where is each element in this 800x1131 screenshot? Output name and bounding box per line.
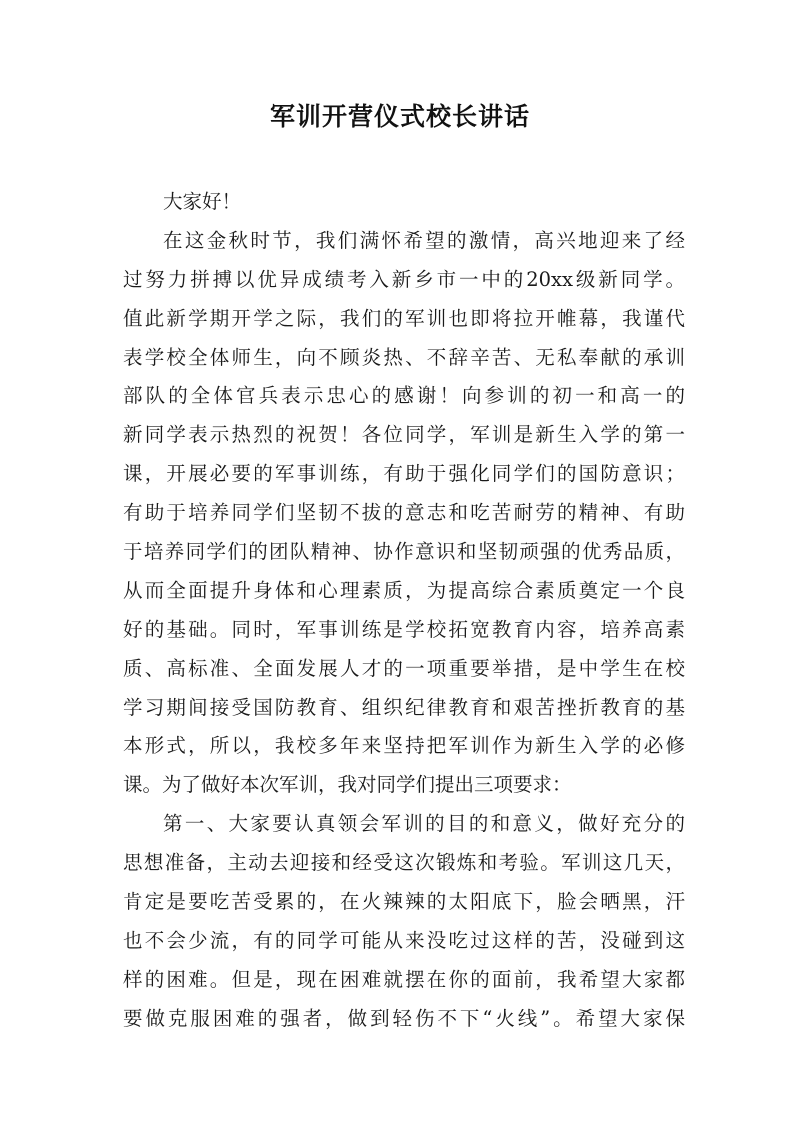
- body-line: 新同学表示热烈的祝贺！各位同学，军训是新生入学的第一: [123, 423, 685, 447]
- body-line: 学习期间接受国防教育、组织纪律教育和艰苦挫折教育的基: [123, 695, 685, 719]
- body-line: 从而全面提升身体和心理素质，为提高综合素质奠定一个良: [123, 578, 685, 602]
- body-line: 本形式，所以，我校多年来坚持把军训作为新生入学的必修: [123, 734, 685, 758]
- document-body: [123, 183, 685, 1039]
- body-line: 也不会少流，有的同学可能从来没吃过这样的苦，没碰到这: [123, 928, 685, 952]
- body-line: 肯定是要吃苦受累的，在火辣辣的太阳底下，脸会晒黑，汗: [123, 890, 685, 914]
- body-line: 在这金秋时节，我们满怀希望的激情，高兴地迎来了经: [163, 228, 685, 252]
- body-line: 过努力拼搏以优异成绩考入新乡市一中的20xx级新同学。: [123, 267, 685, 291]
- body-line: 于培养同学们的团队精神、协作意识和坚韧顽强的优秀品质，: [123, 540, 685, 564]
- body-line: 值此新学期开学之际，我们的军训也即将拉开帷幕，我谨代: [123, 306, 685, 330]
- body-line: 部队的全体官兵表示忠心的感谢！向参训的初一和高一的: [123, 384, 685, 408]
- body-line: 要做克服困难的强者，做到轻伤不下“火线”。希望大家保: [123, 1006, 685, 1030]
- body-line: 课，开展必要的军事训练，有助于强化同学们的国防意识；: [123, 462, 685, 486]
- body-line: 课。为了做好本次军训，我对同学们提出三项要求：: [123, 773, 572, 797]
- document-title: 军训开营仪式校长讲话: [269, 102, 530, 131]
- body-line: 大家好！: [163, 190, 242, 213]
- body-line: 第一、大家要认真领会军训的目的和意义，做好充分的: [163, 812, 685, 836]
- body-line: 样的困难。但是，现在困难就摆在你的面前，我希望大家都: [123, 967, 685, 991]
- body-line: 思想准备，主动去迎接和经受这次锻炼和考验。军训这几天，: [123, 851, 685, 875]
- body-line: 好的基础。同时，军事训练是学校拓宽教育内容，培养高素: [123, 617, 685, 641]
- body-line: 表学校全体师生，向不顾炎热、不辞辛苦、无私奉献的承训: [123, 345, 685, 369]
- body-line: 质、高标准、全面发展人才的一项重要举措，是中学生在校: [123, 656, 685, 680]
- body-line: 有助于培养同学们坚韧不拔的意志和吃苦耐劳的精神、有助: [123, 501, 685, 525]
